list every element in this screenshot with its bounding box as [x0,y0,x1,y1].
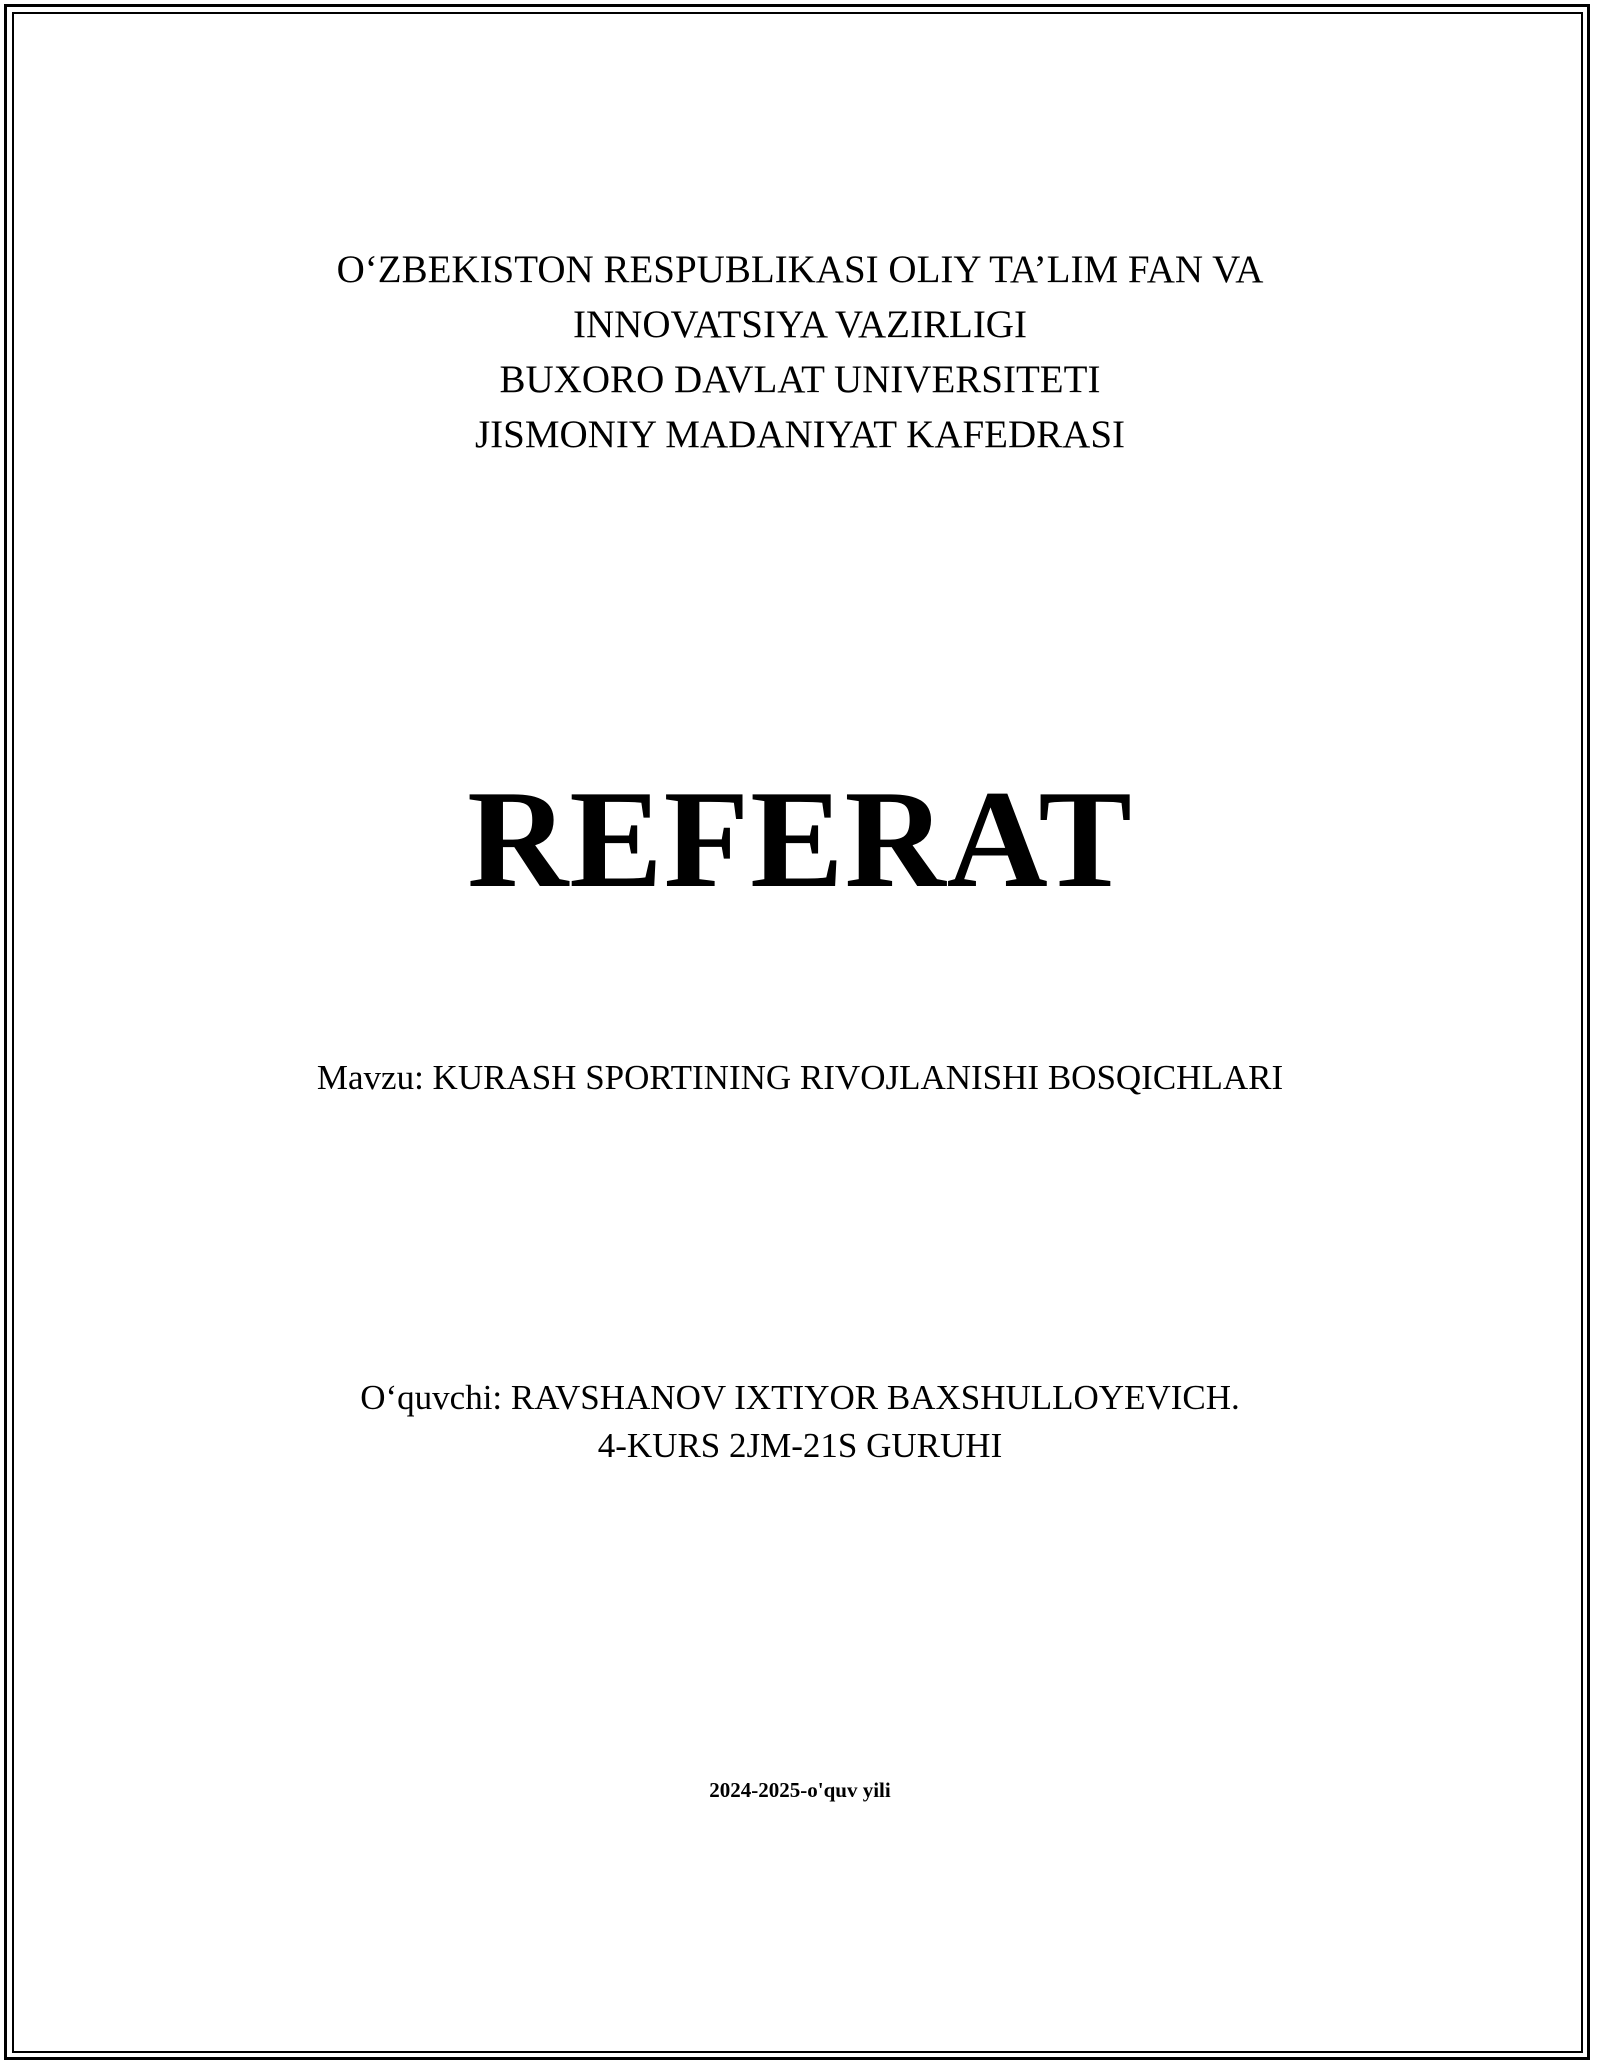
academic-year: 2024-2025-o'quv yili [709,1778,891,1802]
topic-line: Mavzu: KURASH SPORTINING RIVOJLANISHI BOSQICHLARI [316,1058,1284,1097]
header-ministry-line-1: O‘ZBEKISTON RESPUBLIKASI OLIY TA’LIM FAN VA [336,248,1264,291]
header-department: JISMONIY MADANIYAT KAFEDRASI [474,413,1126,456]
header-ministry-line-2: INNOVATSIYA VAZIRLIGI [573,303,1027,346]
header-university: BUXORO DAVLAT UNIVERSITETI [499,358,1101,401]
document-title: REFERAT [467,762,1133,917]
student-name-line: O‘quvchi: RAVSHANOV IXTIYOR BAXSHULLOYEVICH. [360,1378,1240,1417]
student-group-line: 4-KURS 2JM-21S GURUHI [597,1426,1003,1465]
